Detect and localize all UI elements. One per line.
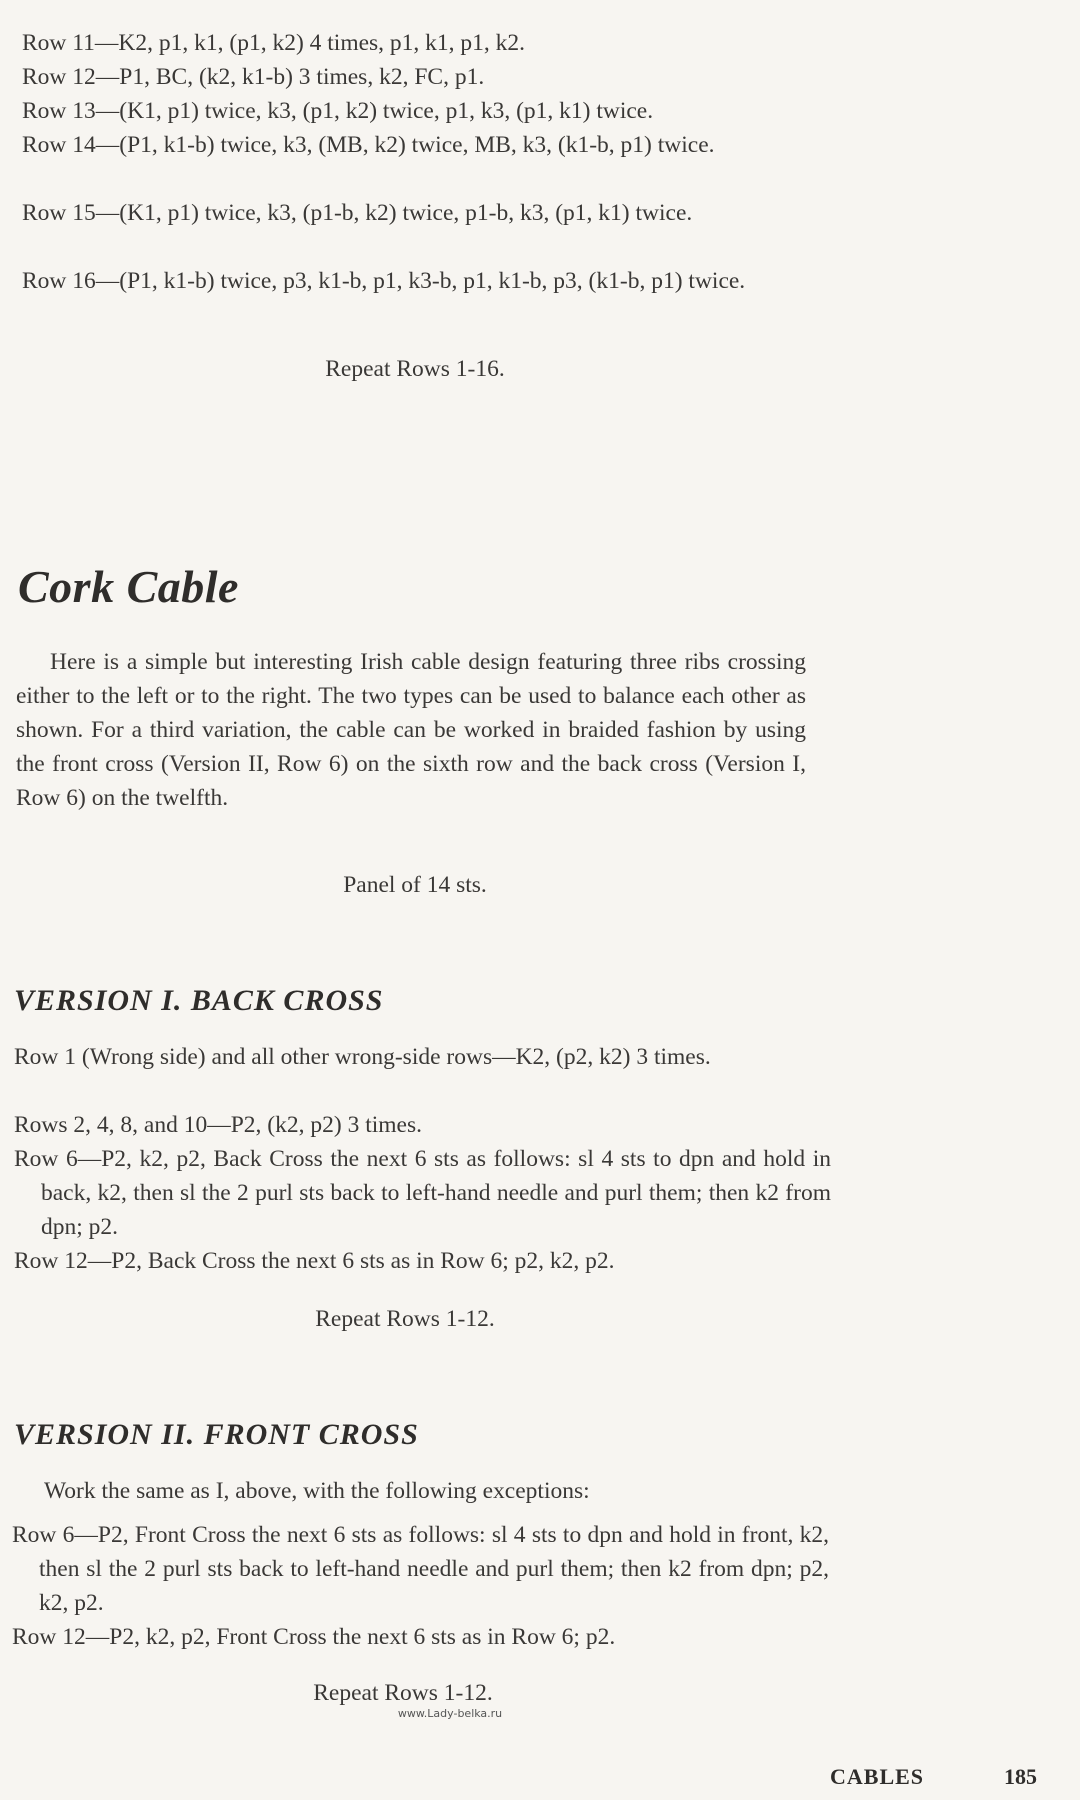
row-13: Row 13—(K1, p1) twice, k3, (p1, k2) twice, p1, k3, (p1, k1) twice.: [22, 98, 654, 124]
panel-size: Panel of 14 sts.: [343, 872, 487, 898]
page-number: 185: [1004, 1764, 1037, 1789]
v1-repeat: Repeat Rows 1-12.: [315, 1306, 495, 1332]
v1-rows-2-4-8-10: Rows 2, 4, 8, and 10—P2, (k2, p2) 3 times.: [14, 1112, 422, 1138]
v2-intro: Work the same as I, above, with the following exceptions:: [44, 1478, 590, 1504]
version-2-heading: VERSION II. FRONT CROSS: [14, 1418, 419, 1451]
section-intro: Here is a simple but interesting Irish cable design featuring three ribs crossing either to the left or to the right. The two types can be used to balance each other as shown. For a third variation, the cable can be worked in braided fashion by using the front cross (Version II, Row 6) on the sixth row and the back cross (Version I, Row 6) on the twelfth.: [16, 649, 806, 811]
row-11: Row 11—K2, p1, k1, (p1, k2) 4 times, p1, k1, p1, k2.: [22, 30, 526, 56]
row-16: Row 16—(P1, k1-b) twice, p3, k1-b, p1, k3-b, p1, k1-b, p3, (k1-b, p1) twice.: [22, 268, 746, 294]
row-14: Row 14—(P1, k1-b) twice, k3, (MB, k2) twice, MB, k3, (k1-b, p1) twice.: [22, 132, 715, 158]
v2-row-6: Row 6—P2, Front Cross the next 6 sts as follows: sl 4 sts to dpn and hold in front, k2, then sl the 2 purl sts back to left-hand needle and purl them; then k2 from dpn; p2, k2, p2.: [12, 1522, 829, 1616]
watermark-url: www.Lady-belka.ru: [397, 1707, 503, 1720]
footer-section-title: CABLES: [830, 1764, 925, 1789]
v1-row-1: Row 1 (Wrong side) and all other wrong-side rows—K2, (p2, k2) 3 times.: [14, 1044, 711, 1070]
version-1-heading: VERSION I. BACK CROSS: [14, 984, 384, 1017]
section-title: Cork Cable: [18, 561, 239, 612]
row-12: Row 12—P1, BC, (k2, k1-b) 3 times, k2, FC, p1.: [22, 64, 485, 90]
repeat-rows-1-16: Repeat Rows 1-16.: [325, 356, 505, 382]
v1-row-12: Row 12—P2, Back Cross the next 6 sts as in Row 6; p2, k2, p2.: [14, 1248, 615, 1274]
v1-row-6: Row 6—P2, k2, p2, Back Cross the next 6 sts as follows: sl 4 sts to dpn and hold in back, k2, then sl the 2 purl sts back to left-hand needle and purl them; then k2 from dpn; p2.: [14, 1146, 831, 1240]
v2-repeat: Repeat Rows 1-12.: [313, 1680, 493, 1706]
v2-row-12: Row 12—P2, k2, p2, Front Cross the next 6 sts as in Row 6; p2.: [12, 1624, 616, 1650]
row-15: Row 15—(K1, p1) twice, k3, (p1-b, k2) twice, p1-b, k3, (p1, k1) twice.: [22, 200, 693, 226]
